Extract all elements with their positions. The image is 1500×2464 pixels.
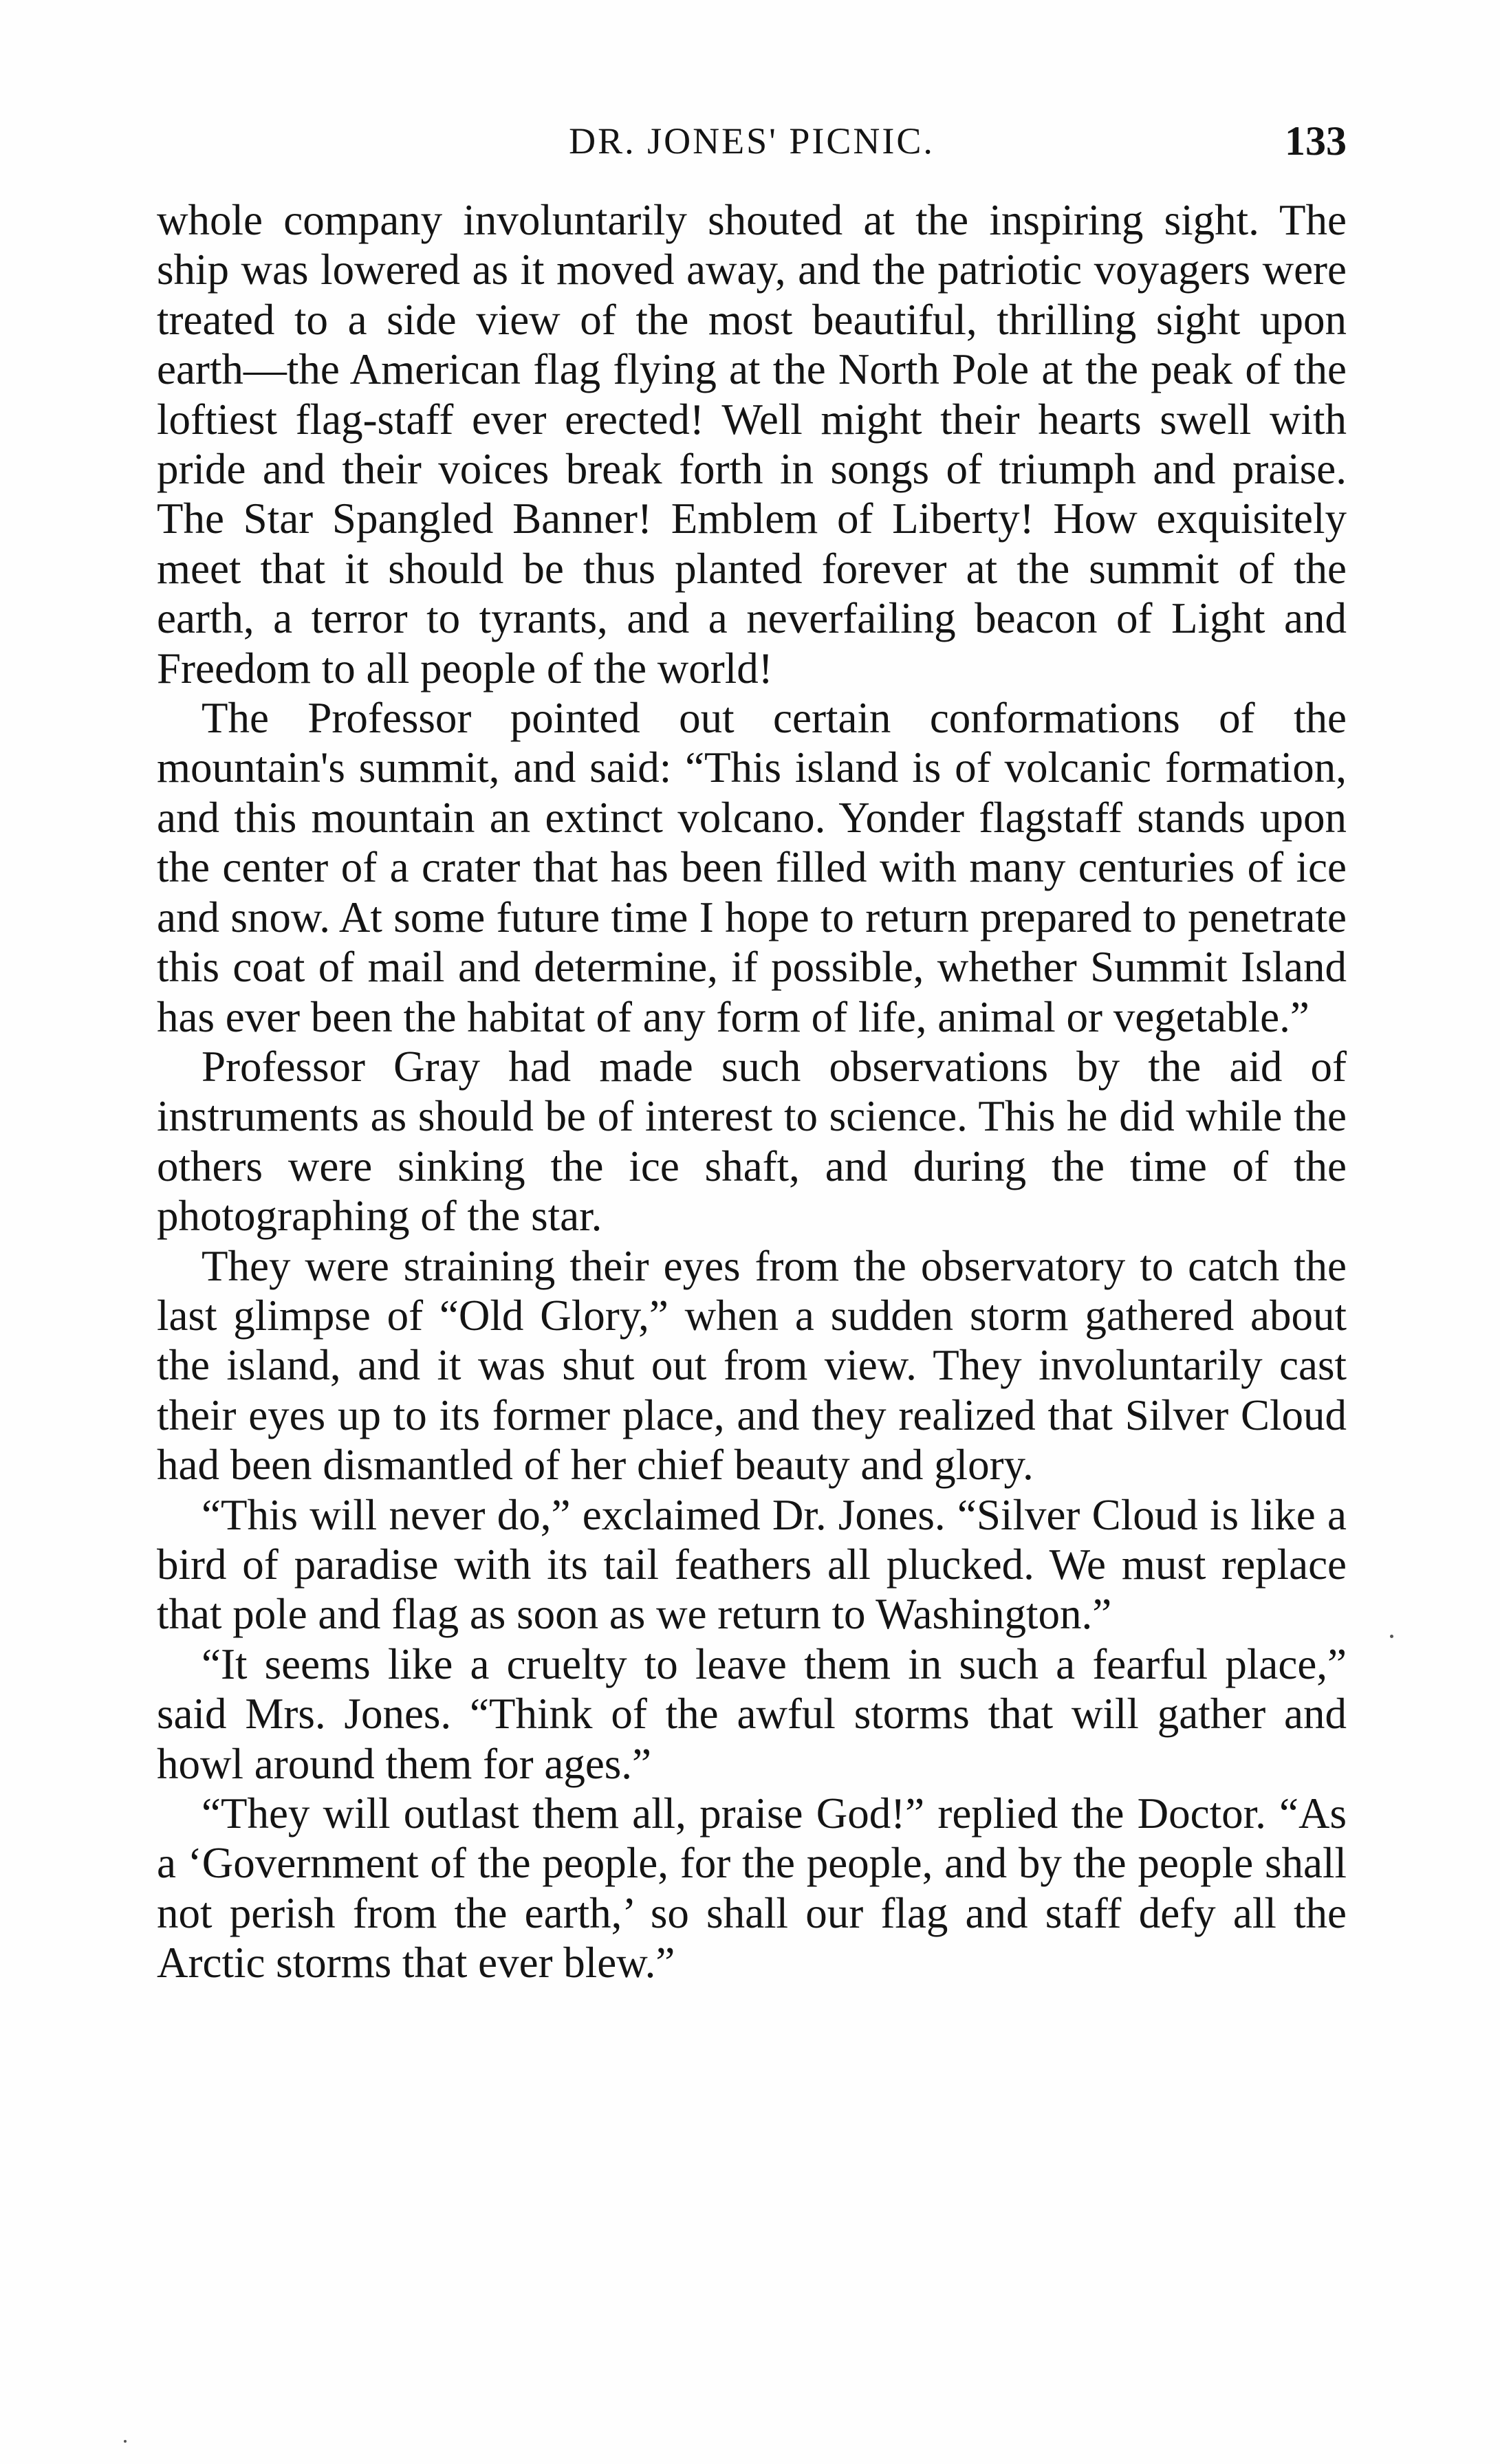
- paragraph-old-glory: They were straining their eyes from the observatory to catch the last glimpse of “Old Glory,” when a sudden storm gathered about the island, and it was shut out from view. They involuntarily cast their eyes up to its former place, and they realized that Silver Cloud had been dismantled of her chief beauty and glory.: [157, 1241, 1347, 1490]
- page-number: 133: [1285, 118, 1347, 164]
- print-speck: [1390, 1635, 1393, 1638]
- paragraph-doctor-reply: “They will outlast them all, praise God!” replied the Doctor. “As a ‘Government of the people, for the people, and by the people shall not perish from the earth,’ so shall our flag and staff defy all the Arctic storms that ever blew.”: [157, 1789, 1347, 1987]
- paragraph-continued: whole company involuntarily shouted at the inspiring sight. The ship was lowered as it moved away, and the patriotic voyagers were treated to a side view of the most beautiful, thrilling sight upon earth—the American flag flying at the North Pole at the peak of the loftiest flag-staff ever erected! Well might their hearts swell with pride and their voices break forth in songs of triumph and praise. The Star Spangled Banner! Emblem of Liberty! How exquisitely meet that it should be thus planted forever at the summit of the earth, a terror to tyrants, and a neverfailing beacon of Light and Freedom to all people of the world!: [157, 196, 1347, 693]
- paragraph-professor-volcano: The Professor pointed out certain conformations of the mountain's summit, and said: “This island is of volcanic formation, and this mountain an extinct volcano. Yonder flagstaff stands upon the center of a crater that has been filled with many centuries of ice and snow. At some future time I hope to return prepared to penetrate this coat of mail and determine, if possible, whether Summit Island has ever been the habitat of any form of life, animal or vegetable.”: [157, 694, 1347, 1041]
- running-head: [157, 103, 1347, 179]
- paragraph-dr-jones: “This will never do,” exclaimed Dr. Jones. “Silver Cloud is like a bird of paradise with its tail feathers all plucked. We must replace that pole and flag as soon as we return to Washington.”: [157, 1490, 1347, 1639]
- paragraph-professor-gray: Professor Gray had made such observations by the aid of instruments as should be of interest to science. This he did while the others were sinking the ice shaft, and during the time of the photographing of the star.: [157, 1042, 1347, 1241]
- body-text: [157, 195, 1347, 1988]
- paragraph-mrs-jones: “It seems like a cruelty to leave them in such a fearful place,” said Mrs. Jones. “Think of the awful storms that will gather and howl around them for ages.”: [157, 1639, 1347, 1788]
- print-speck: [124, 2440, 127, 2443]
- running-title: DR. JONES' PICNIC.: [569, 120, 935, 162]
